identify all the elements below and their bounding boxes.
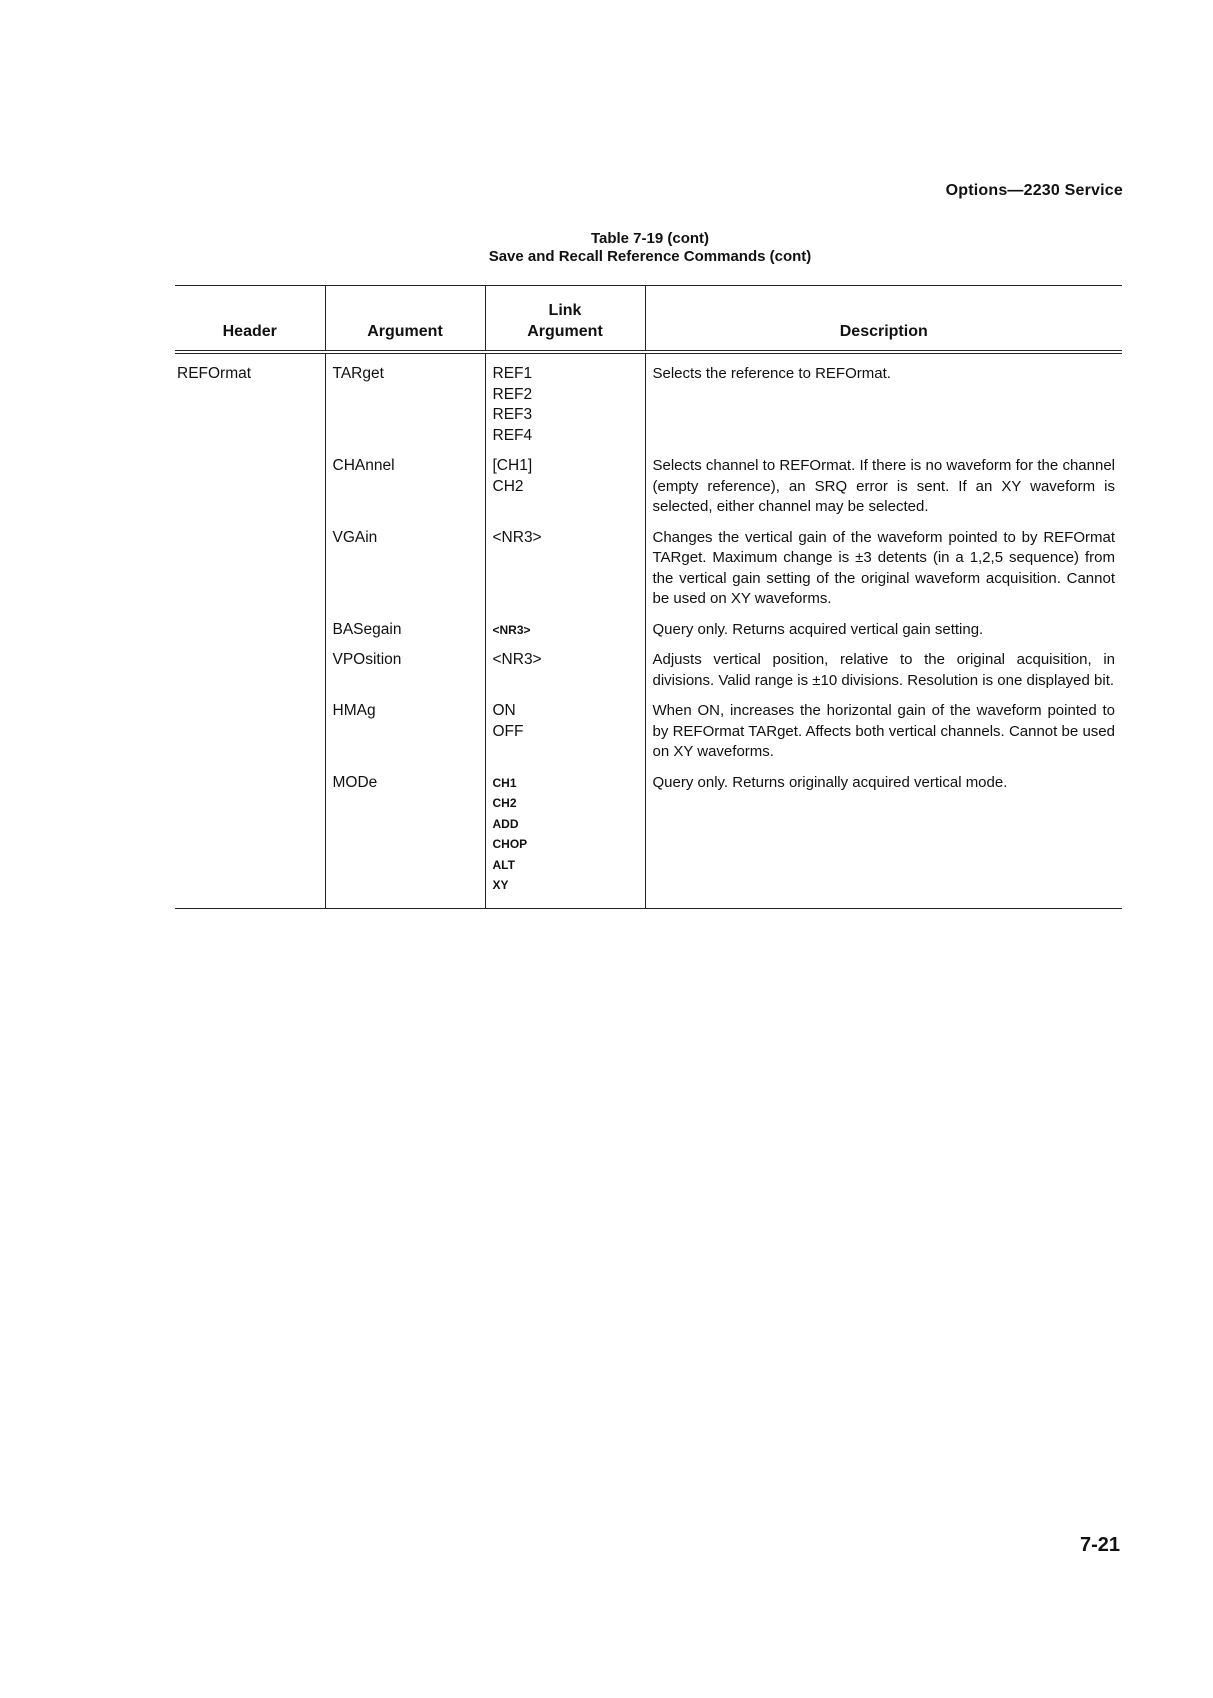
description-cell: Query only. Returns originally acquired vertical mode. <box>645 769 1122 909</box>
link-value: CH2 <box>492 796 517 810</box>
table-row <box>175 646 1122 697</box>
description-cell: Changes the vertical gain of the waveform pointed to by REFOrmat TARget. Maximum change is ±3 detents (in a 1,2,5 sequence) from the vertical gain setting of the original waveform acquisition. Cannot be used on XY waveforms. <box>645 524 1122 616</box>
running-header: Options—2230 Service <box>945 182 1123 199</box>
argument-cell: TARget <box>325 352 485 452</box>
argument-cell: CHAnnel <box>325 452 485 524</box>
link-value: REF3 <box>492 406 533 423</box>
page-number: 7-21 <box>1079 1534 1120 1556</box>
argument-cell: VGAin <box>325 524 485 616</box>
link-value: <NR3> <box>492 622 531 637</box>
link-value: ALT <box>492 857 515 872</box>
column-header-description: Description <box>645 286 1122 353</box>
table-number: Table 7-19 (cont) <box>590 230 710 247</box>
description-cell: When ON, increases the horizontal gain of the waveform pointed to by REFOrmat TARget. Affects both vertical channels. Cannot be used on XY waveforms. <box>645 697 1122 769</box>
link-value: CH2 <box>492 477 524 495</box>
link-value: [CH1] <box>492 457 533 474</box>
link-argument-line1: Link <box>548 302 582 319</box>
column-header-link-argument <box>485 286 645 353</box>
link-value: OFF <box>492 722 524 740</box>
commands-table <box>175 285 1122 909</box>
link-argument-cell <box>485 646 645 697</box>
link-argument-cell <box>485 769 645 909</box>
link-argument-cell <box>485 524 645 616</box>
table-row <box>175 524 1122 616</box>
table-row <box>175 616 1122 647</box>
header-cell-empty <box>175 616 325 647</box>
column-header-argument: Argument <box>325 286 485 353</box>
link-value: ON <box>492 702 516 719</box>
link-value: REF1 <box>492 365 533 382</box>
description-cell: Selects channel to REFOrmat. If there is no waveform for the channel (empty reference), an SRQ error is sent. If an XY waveform is selected, either channel may be selected. <box>645 452 1122 524</box>
link-value: XY <box>492 878 509 892</box>
argument-cell: BASegain <box>325 616 485 647</box>
link-value: ADD <box>492 816 519 831</box>
link-argument-cell <box>485 452 645 524</box>
table-title: Save and Recall Reference Commands (cont) <box>488 248 812 265</box>
table-header-row <box>175 286 1122 353</box>
argument-cell: HMAg <box>325 697 485 769</box>
link-argument-cell <box>485 616 645 647</box>
link-argument-cell <box>485 697 645 769</box>
table-row <box>175 352 1122 452</box>
header-cell-empty <box>175 524 325 616</box>
argument-cell: MODe <box>325 769 485 909</box>
header-cell-empty <box>175 769 325 909</box>
header-cell-empty <box>175 646 325 697</box>
description-cell: Query only. Returns acquired vertical gain setting. <box>645 616 1122 647</box>
link-value: CHOP <box>492 837 528 851</box>
link-argument-cell <box>485 352 645 452</box>
table-row <box>175 769 1122 909</box>
link-argument-line2: Argument <box>527 323 603 340</box>
link-value: <NR3> <box>492 651 542 668</box>
link-value: REF2 <box>492 385 533 403</box>
column-header-header: Header <box>175 286 325 353</box>
table-row <box>175 452 1122 524</box>
header-cell-empty <box>175 452 325 524</box>
table-caption <box>300 230 1000 266</box>
link-value: <NR3> <box>492 528 542 546</box>
link-value: REF4 <box>492 426 533 444</box>
header-cell: REFOrmat <box>177 365 252 382</box>
table-row <box>175 697 1122 769</box>
link-value: CH1 <box>492 775 517 790</box>
description-cell: Selects the reference to REFOrmat. <box>645 352 1122 452</box>
argument-cell: VPOsition <box>325 646 485 697</box>
header-cell-empty <box>175 697 325 769</box>
description-cell: Adjusts vertical position, relative to the original acquisition, in divisions. Valid range is ±10 divisions. Resolution is one displayed bit. <box>645 646 1122 697</box>
